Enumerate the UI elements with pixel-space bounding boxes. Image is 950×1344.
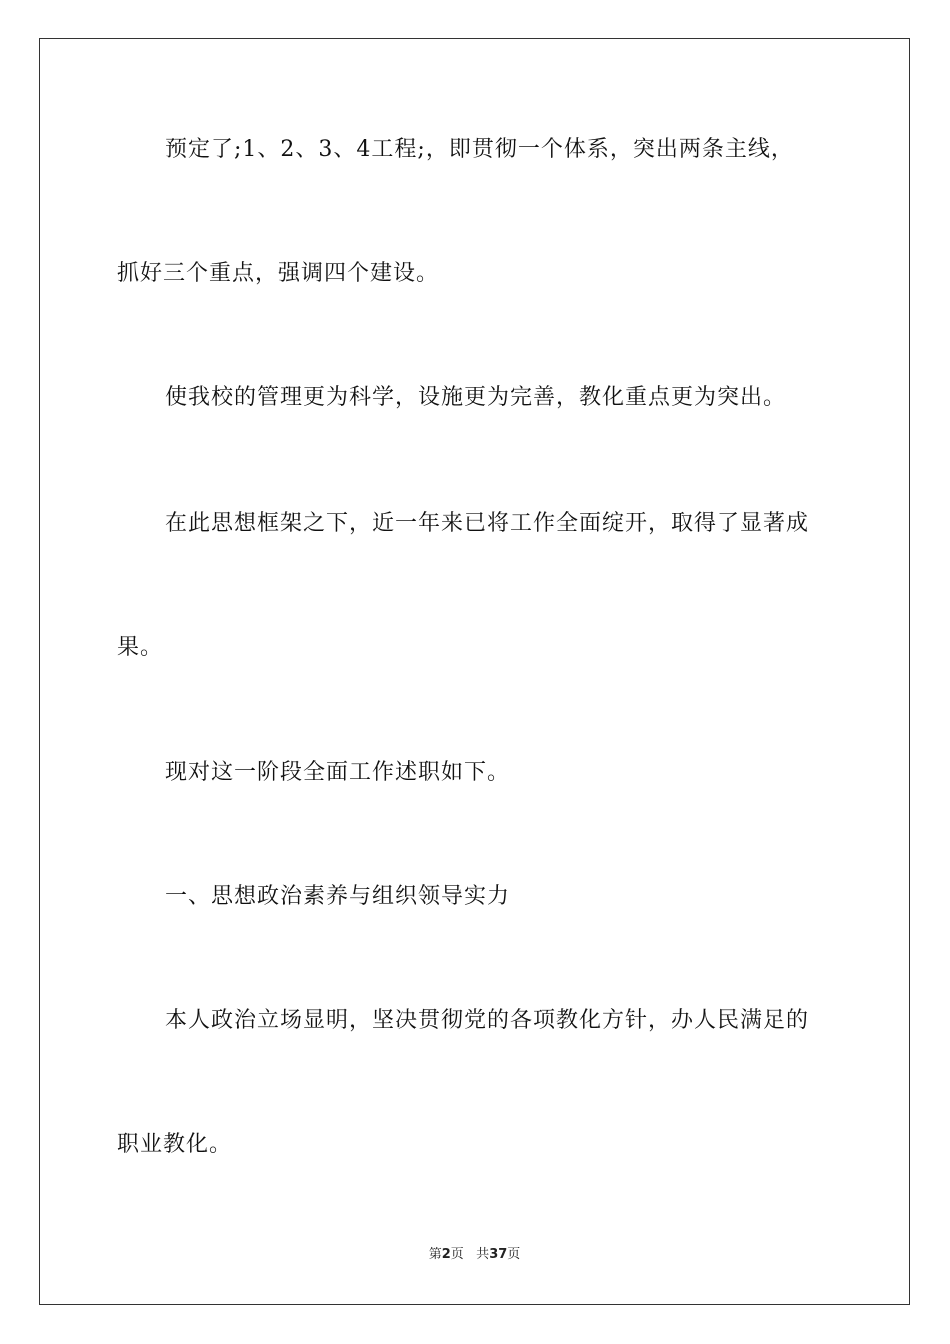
total-prefix: 共 (476, 1247, 490, 1262)
paragraph-line-5: 果。 (117, 635, 164, 660)
paragraph-line-2: 抓好三个重点，强调四个建设。 (117, 261, 440, 286)
section-heading: 一、思想政治素养与组织领导实力 (165, 884, 511, 909)
page-frame (39, 38, 910, 1305)
paragraph-line-1: 预定了;1、2、3、4工程;，即贯彻一个体系，突出两条主线， (165, 137, 794, 162)
paragraph-line-8: 本人政治立场显明，坚决贯彻党的各项教化方针，办人民满足的 (165, 1008, 810, 1033)
page-suffix: 页 (450, 1247, 464, 1262)
total-suffix: 页 (507, 1247, 521, 1262)
page-number: 2 (441, 1247, 451, 1262)
paragraph-line-6: 现对这一阶段全面工作述职如下。 (165, 760, 511, 785)
paragraph-line-4: 在此思想框架之下，近一年来已将工作全面绽开，取得了显著成 (165, 511, 810, 536)
total-pages: 37 (489, 1247, 508, 1262)
paragraph-line-9: 职业教化。 (117, 1132, 233, 1157)
paragraph-line-3: 使我校的管理更为科学，设施更为完善，教化重点更为突出。 (165, 385, 787, 410)
page-prefix: 第 (428, 1247, 442, 1262)
page-footer (40, 1246, 909, 1264)
